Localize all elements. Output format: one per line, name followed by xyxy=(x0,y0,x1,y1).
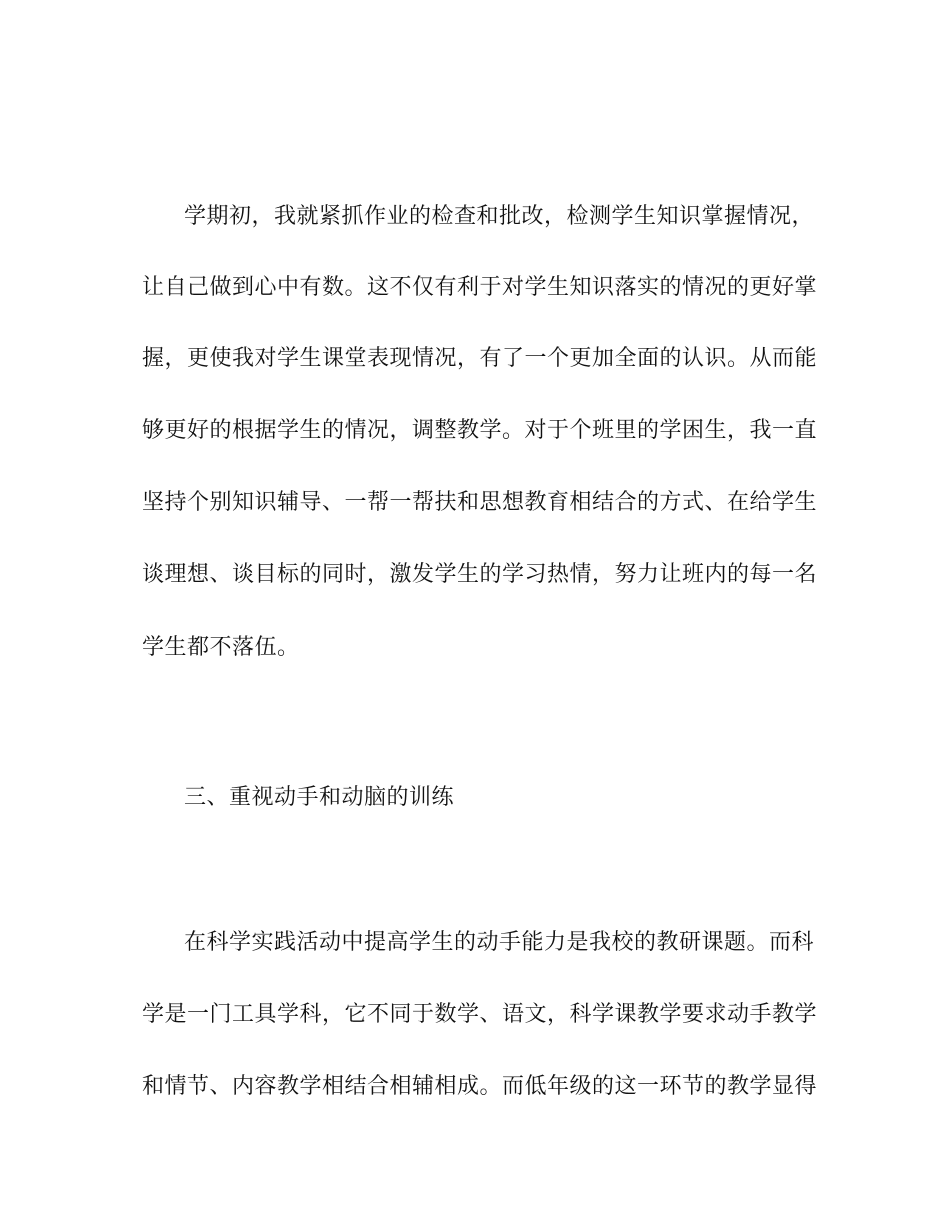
paragraph-2-line-2: 学是一门工具学科，它不同于数学、语文，科学课教学要求动手教学 xyxy=(142,1002,818,1027)
paragraph-1-line-2: 让自己做到心中有数。这不仅有利于对学生知识落实的情况的更好掌 xyxy=(142,275,818,300)
section-heading: 三、重视动手和动脑的训练 xyxy=(184,785,455,810)
paragraph-1-line-3: 握，更使我对学生课堂表现情况，有了一个更加全面的认识。从而能 xyxy=(142,346,818,371)
paragraph-2-line-1: 在科学实践活动中提高学生的动手能力是我校的教研课题。而科 xyxy=(184,930,815,955)
paragraph-1-line-7: 学生都不落伍。 xyxy=(142,635,300,660)
paragraph-1-line-1: 学期初，我就紧抓作业的检查和批改，检测学生知识掌握情况， xyxy=(184,204,815,229)
paragraph-2-line-3: 和情节、内容教学相结合相辅相成。而低年级的这一环节的教学显得 xyxy=(142,1074,818,1099)
paragraph-1-line-4: 够更好的根据学生的情况，调整教学。对于个班里的学困生，我一直 xyxy=(142,418,818,443)
paragraph-1-line-5: 坚持个别知识辅导、一帮一帮扶和思想教育相结合的方式、在给学生 xyxy=(142,490,818,515)
paragraph-1-line-6: 谈理想、谈目标的同时，激发学生的学习热情，努力让班内的每一名 xyxy=(142,562,818,587)
